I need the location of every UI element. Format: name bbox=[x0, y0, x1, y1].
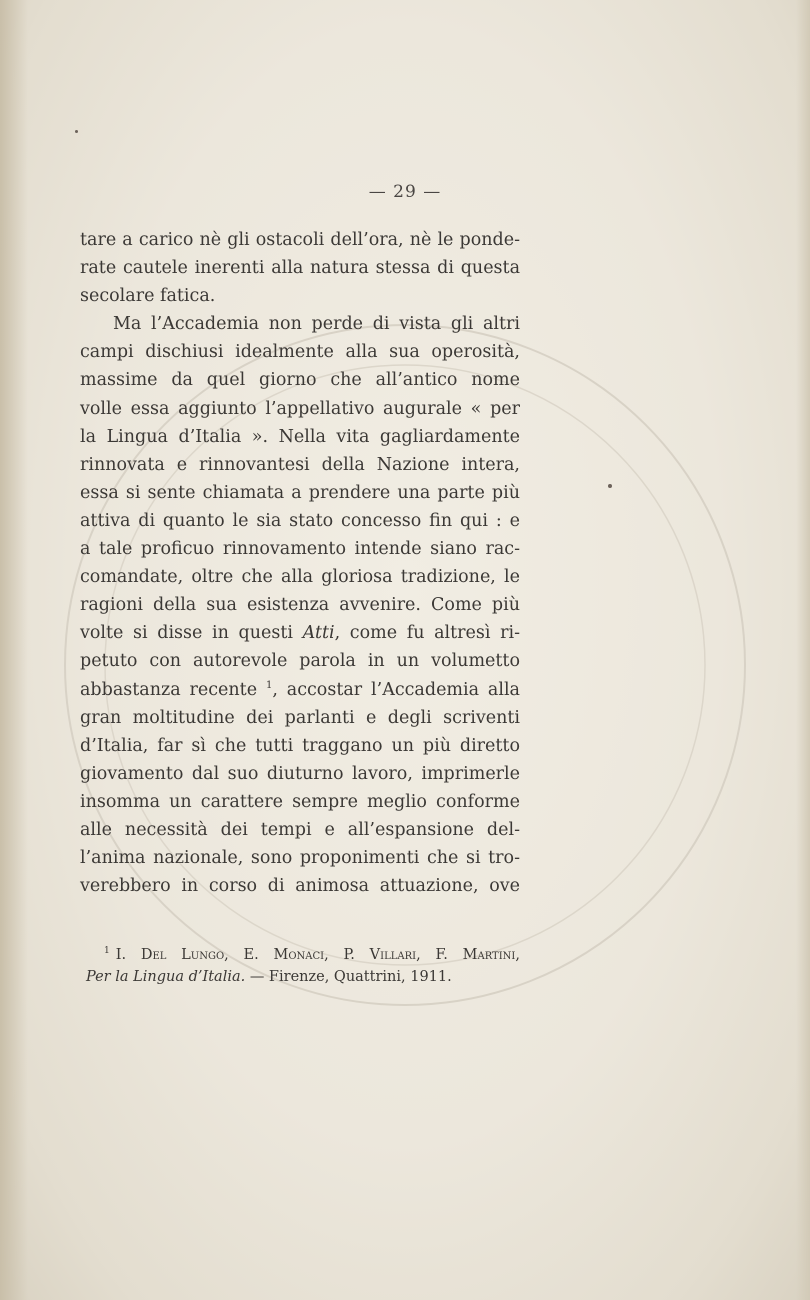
text-line bbox=[80, 676, 520, 704]
footnote-reference: 1 bbox=[265, 679, 273, 691]
text-segment: abbastanza recente bbox=[80, 679, 266, 700]
text-line: a tale proficuo rinnovamento intende siano rac- bbox=[80, 539, 520, 560]
text-line: massime da quel giorno che all’antico nome bbox=[80, 370, 520, 391]
text-line: l’anima nazionale, sono proponimenti che si tro- bbox=[80, 848, 520, 869]
text-line: volle essa aggiunto l’appellativo augurale « per bbox=[80, 398, 520, 419]
text-line: verebbero in corso di animosa attuazione, ove bbox=[80, 876, 520, 897]
text-line: gran moltitudine dei parlanti e degli scriventi bbox=[80, 707, 520, 728]
text-line: ragioni della sua esistenza avvenire. Come più bbox=[80, 595, 520, 616]
text-segment: volte si disse in questi bbox=[80, 623, 303, 644]
text-line: tare a carico nè gli ostacoli dell’ora, nè le ponde- bbox=[80, 230, 520, 250]
footnote-line bbox=[86, 944, 520, 966]
text-line: campi dischiusi idealmente alla sua operosità, bbox=[80, 342, 520, 363]
text-line: rinnovata e rinnovantesi della Nazione intera, bbox=[80, 454, 520, 475]
footnote-book-title: Per la Lingua d’Italia. bbox=[86, 969, 246, 985]
footnote bbox=[86, 944, 520, 988]
text-line: alle necessità dei tempi e all’espansione del- bbox=[80, 819, 520, 840]
text-segment: , accostar l’Accademia alla bbox=[272, 679, 520, 700]
text-segment: , come fu altresì ri- bbox=[334, 623, 520, 644]
text-line: giovamento dal suo diuturno lavoro, imprimerle bbox=[80, 763, 520, 784]
text-line: d’Italia, far sì che tutti traggano un più diretto bbox=[80, 735, 520, 756]
text-line: secolare fatica. bbox=[80, 286, 216, 307]
text-line: la Lingua d’Italia ». Nella vita gagliardamente bbox=[80, 426, 520, 447]
text-line: rate cautele inerenti alla natura stessa di questa bbox=[80, 258, 520, 279]
footnote-publication: — Firenze, Quattrini, 1911. bbox=[245, 969, 452, 985]
page-number: — 29 — bbox=[368, 182, 442, 202]
italic-title-atti: Atti bbox=[302, 623, 335, 644]
text-line bbox=[80, 619, 520, 647]
text-line: attiva di quanto le sia stato concesso fin qui : e bbox=[80, 510, 520, 531]
ink-spot bbox=[75, 130, 78, 133]
text-line: Ma l’Accademia non perde di vista gli altri bbox=[113, 314, 520, 335]
footnote-authors: I. Del Lungo, E. Monaci, P. Villari, F. Martini, bbox=[115, 947, 520, 963]
text-line: comandate, oltre che alla gloriosa tradizione, le bbox=[80, 567, 520, 588]
footnote-line bbox=[86, 966, 520, 988]
text-line: petuto con autorevole parola in un volumetto bbox=[80, 651, 520, 672]
text-line: essa si sente chiamata a prendere una parte più bbox=[80, 482, 520, 503]
text-line: insomma un carattere sempre meglio conforme bbox=[80, 791, 520, 812]
body-text bbox=[80, 226, 520, 900]
footnote-mark: 1 bbox=[104, 946, 110, 957]
ink-spot bbox=[608, 484, 612, 488]
